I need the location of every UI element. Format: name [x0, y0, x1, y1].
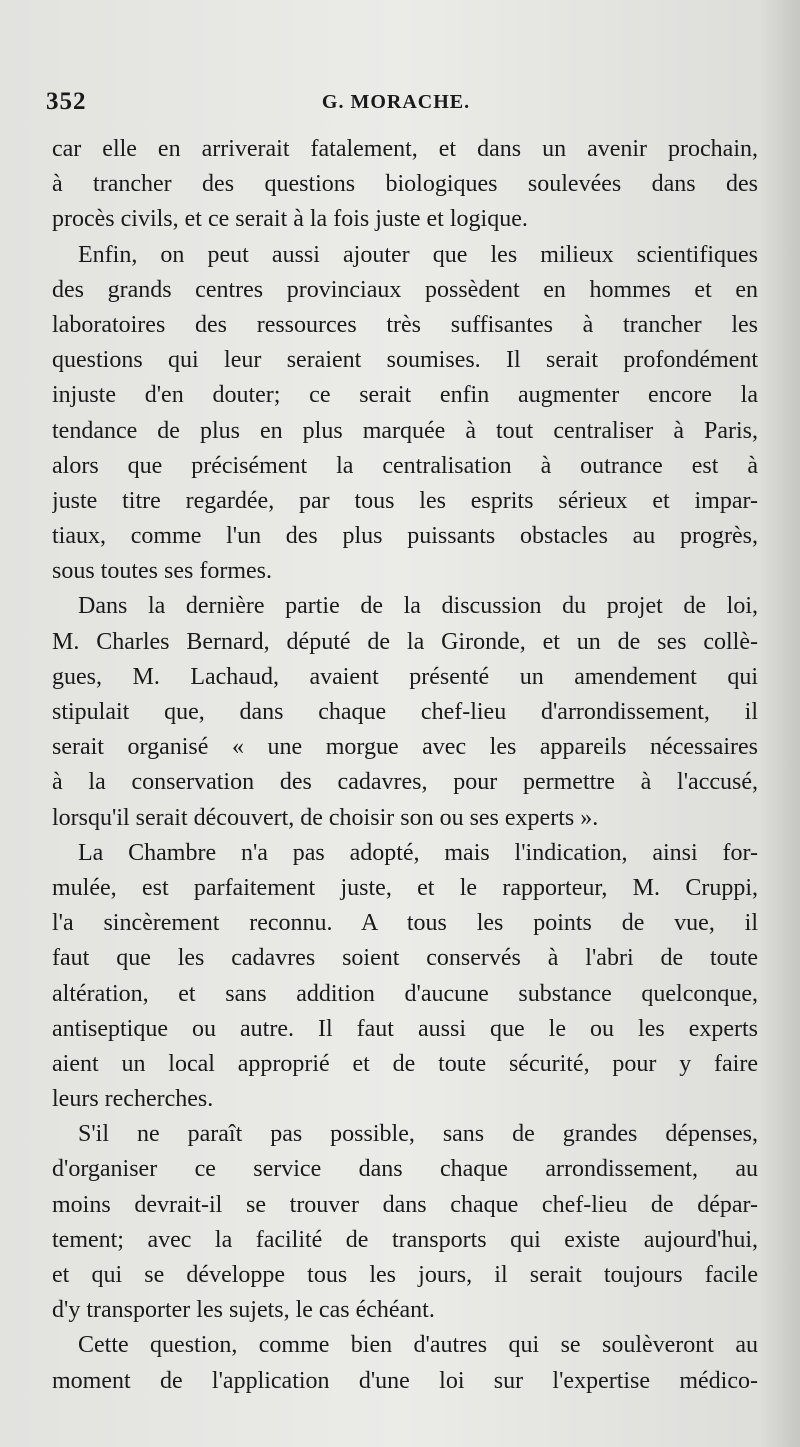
text-line: juste titre regardée, par tous les esprits sérieux et impar-	[52, 487, 758, 514]
text-line: leurs recherches.	[52, 1086, 214, 1113]
text-line: des grands centres provinciaux possèdent en hommes et en	[52, 276, 758, 303]
running-head: G. MORACHE.	[321, 91, 471, 113]
text-line: tiaux, comme l'un des plus puissants obstacles au progrès,	[52, 523, 758, 550]
text-line: La Chambre n'a pas adopté, mais l'indication, ainsi for-	[78, 839, 758, 866]
paragraph	[52, 1328, 758, 1398]
text-line: alors que précisément la centralisation à outrance est à	[52, 452, 758, 479]
text-line: tendance de plus en plus marquée à tout centraliser à Paris,	[52, 417, 758, 444]
text-line: à la conservation des cadavres, pour permettre à l'accusé,	[52, 769, 758, 796]
text-line: lorsqu'il serait découvert, de choisir son ou ses experts ».	[52, 804, 599, 831]
paragraph	[52, 836, 758, 1118]
paragraph	[52, 1117, 758, 1328]
text-line: Dans la dernière partie de la discussion du projet de loi,	[78, 593, 758, 620]
body-text	[52, 132, 758, 1399]
page-header	[46, 88, 746, 122]
text-line: S'il ne paraît pas possible, sans de grandes dépenses,	[78, 1121, 758, 1148]
text-line: Enfin, on peut aussi ajouter que les milieux scientifiques	[78, 241, 758, 268]
text-line: antiseptique ou autre. Il faut aussi que le ou les experts	[52, 1015, 758, 1042]
text-line: serait organisé « une morgue avec les appareils nécessaires	[52, 734, 758, 761]
page-edge-shadow	[760, 0, 800, 1447]
text-line: procès civils, et ce serait à la fois juste et logique.	[52, 206, 528, 233]
text-line: injuste d'en douter; ce serait enfin augmenter encore la	[52, 382, 758, 409]
paragraph	[52, 589, 758, 835]
text-line: et qui se développe tous les jours, il serait toujours facile	[52, 1262, 758, 1288]
text-line: faut que les cadavres soient conservés à l'abri de toute	[52, 945, 758, 972]
text-line: d'y transporter les sujets, le cas échéant.	[52, 1297, 435, 1324]
paragraph	[52, 238, 758, 590]
paragraph	[52, 132, 758, 238]
text-line: d'organiser ce service dans chaque arrondissement, au	[52, 1156, 758, 1183]
text-line: Cette question, comme bien d'autres qui se soulèveront au	[78, 1332, 758, 1359]
text-line: aient un local approprié et de toute sécurité, pour y faire	[52, 1050, 758, 1077]
text-line: sous toutes ses formes.	[52, 558, 272, 585]
text-line: questions qui leur seraient soumises. Il serait profondément	[52, 347, 758, 374]
page-number: 352	[46, 88, 87, 115]
text-line: M. Charles Bernard, député de la Gironde, et un de ses collè-	[52, 628, 758, 655]
text-line: altération, et sans addition d'aucune substance quelconque,	[52, 980, 758, 1007]
text-line: moins devrait-il se trouver dans chaque chef-lieu de dépar-	[52, 1191, 758, 1218]
text-line: tement; avec la facilité de transports qui existe aujourd'hui,	[52, 1226, 758, 1253]
text-line: moment de l'application d'une loi sur l'expertise médico-	[52, 1367, 758, 1394]
text-line: mulée, est parfaitement juste, et le rapporteur, M. Cruppi,	[52, 874, 758, 901]
text-line: stipulait que, dans chaque chef-lieu d'arrondissement, il	[52, 699, 758, 725]
text-line: car elle en arriverait fatalement, et dans un avenir prochain,	[52, 136, 758, 162]
text-line: à trancher des questions biologiques soulevées dans des	[52, 171, 758, 198]
text-line: laboratoires des ressources très suffisantes à trancher les	[52, 311, 758, 338]
text-line: l'a sincèrement reconnu. A tous les points de vue, il	[52, 910, 758, 937]
text-line: gues, M. Lachaud, avaient présenté un amendement qui	[52, 663, 758, 690]
